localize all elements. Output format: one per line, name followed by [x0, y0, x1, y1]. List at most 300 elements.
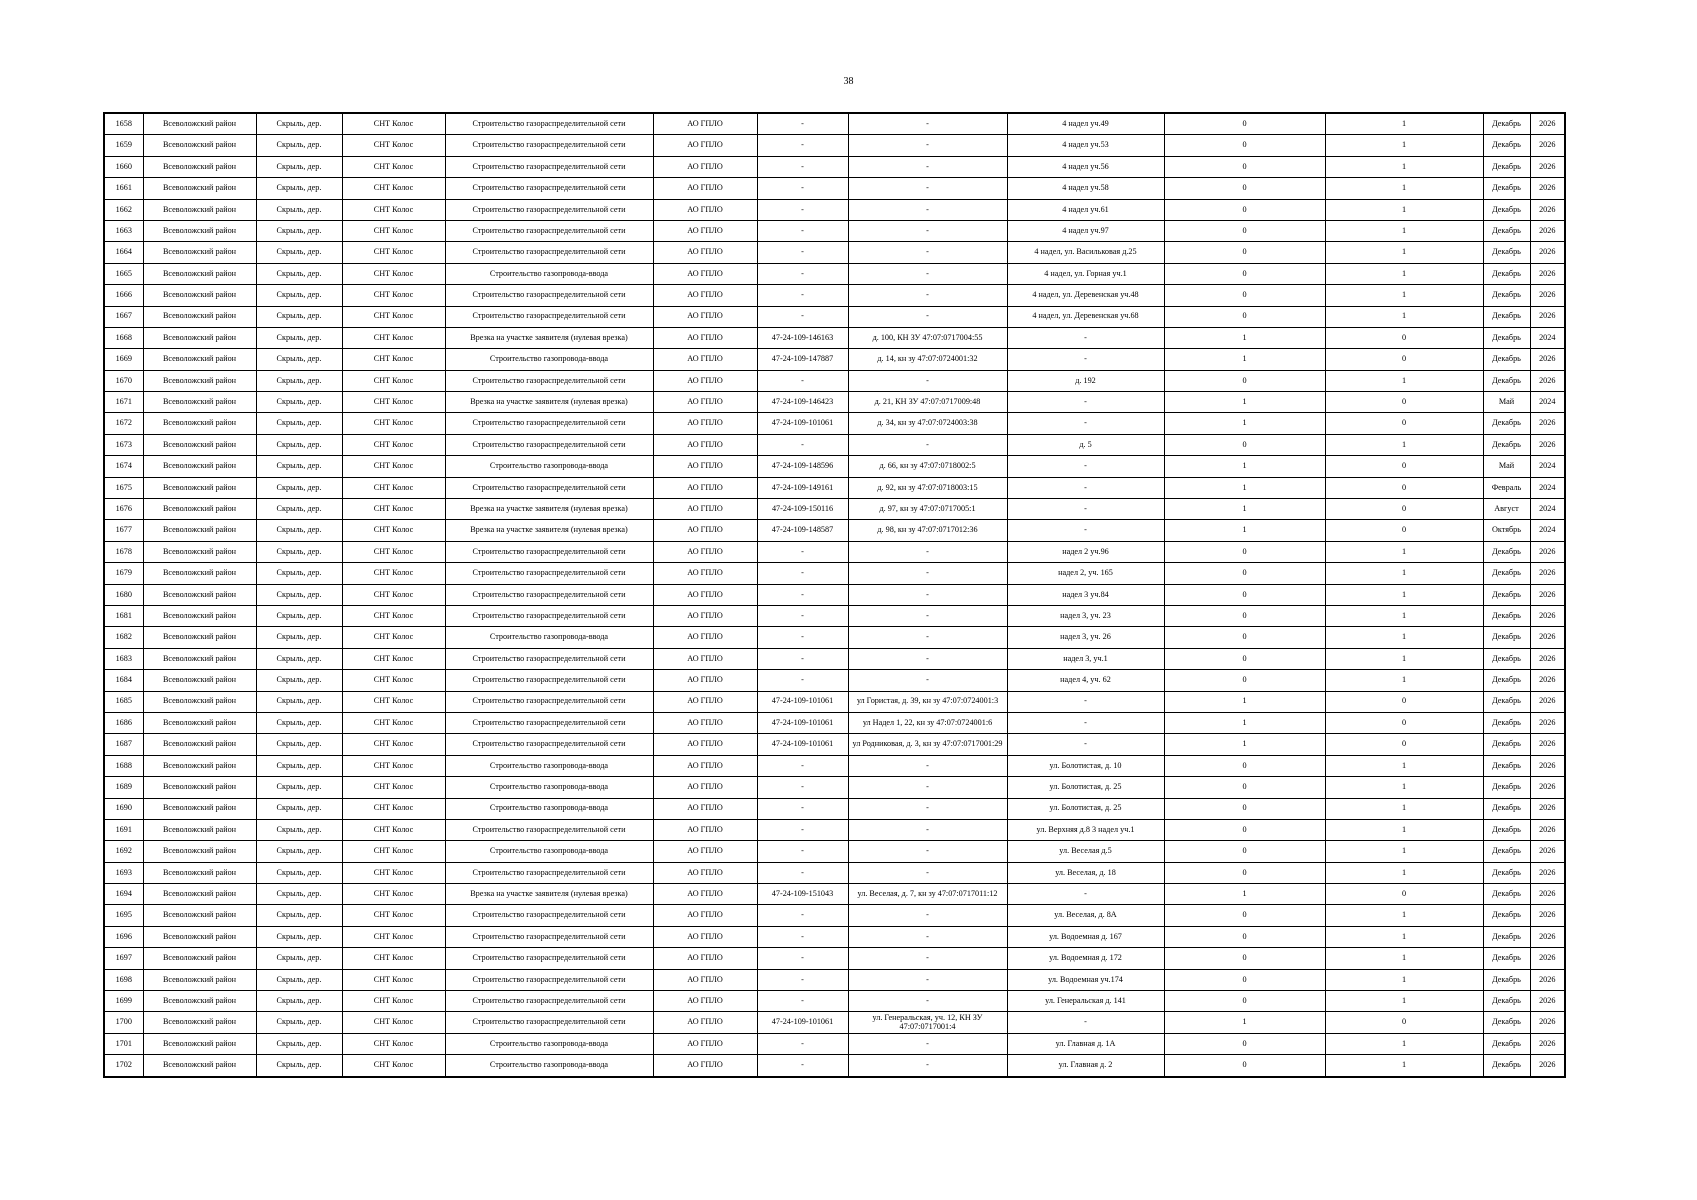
row-number: 1672	[104, 413, 143, 434]
plot-address-cell: д. 5	[1007, 434, 1164, 455]
row-number: 1658	[104, 113, 143, 135]
district-cell: Всеволожский район	[143, 456, 256, 477]
district-cell: Всеволожский район	[143, 991, 256, 1012]
cadastral-address-cell: -	[848, 926, 1007, 947]
table-row	[104, 242, 1565, 263]
row-number: 1678	[104, 541, 143, 562]
count-a-cell: 0	[1164, 1055, 1325, 1077]
month-cell: Декабрь	[1483, 862, 1530, 883]
plot-address-cell: надел 2, уч. 165	[1007, 563, 1164, 584]
table-row	[104, 605, 1565, 626]
year-cell: 2026	[1530, 135, 1565, 156]
district-cell: Всеволожский район	[143, 306, 256, 327]
registry-table	[103, 112, 1566, 1078]
cadastral-address-cell: д. 98, кн зу 47:07:0717012:36	[848, 520, 1007, 541]
row-number: 1697	[104, 948, 143, 969]
settlement-cell: Скрыль, дер.	[256, 520, 342, 541]
count-b-cell: 1	[1325, 948, 1483, 969]
cadastral-address-cell: -	[848, 434, 1007, 455]
work-type-cell: Строительство газораспределительной сети	[445, 220, 653, 241]
plot-address-cell: ул. Болотистая, д. 25	[1007, 798, 1164, 819]
year-cell: 2026	[1530, 755, 1565, 776]
count-a-cell: 0	[1164, 991, 1325, 1012]
application-number-cell: -	[757, 199, 848, 220]
count-b-cell: 1	[1325, 199, 1483, 220]
year-cell: 2026	[1530, 199, 1565, 220]
snt-cell: СНТ Колос	[342, 434, 445, 455]
plot-address-cell: -	[1007, 327, 1164, 348]
district-cell: Всеволожский район	[143, 605, 256, 626]
row-number: 1659	[104, 135, 143, 156]
cadastral-address-cell: -	[848, 306, 1007, 327]
application-number-cell: -	[757, 370, 848, 391]
organization-cell: АО ГПЛО	[653, 1055, 757, 1077]
snt-cell: СНТ Колос	[342, 755, 445, 776]
plot-address-cell: надел 3, уч.1	[1007, 648, 1164, 669]
district-cell: Всеволожский район	[143, 499, 256, 520]
month-cell: Декабрь	[1483, 563, 1530, 584]
row-number: 1681	[104, 605, 143, 626]
district-cell: Всеволожский район	[143, 156, 256, 177]
month-cell: Декабрь	[1483, 584, 1530, 605]
district-cell: Всеволожский район	[143, 969, 256, 990]
cadastral-address-cell: -	[848, 905, 1007, 926]
settlement-cell: Скрыль, дер.	[256, 755, 342, 776]
month-cell: Май	[1483, 392, 1530, 413]
work-type-cell: Строительство газопровода-ввода	[445, 627, 653, 648]
cadastral-address-cell: -	[848, 605, 1007, 626]
application-number-cell: -	[757, 541, 848, 562]
table-row	[104, 627, 1565, 648]
settlement-cell: Скрыль, дер.	[256, 349, 342, 370]
month-cell: Декабрь	[1483, 285, 1530, 306]
application-number-cell: -	[757, 563, 848, 584]
organization-cell: АО ГПЛО	[653, 884, 757, 905]
cadastral-address-cell: -	[848, 199, 1007, 220]
count-b-cell: 1	[1325, 627, 1483, 648]
plot-address-cell: ул. Генеральская д. 141	[1007, 991, 1164, 1012]
count-a-cell: 0	[1164, 584, 1325, 605]
plot-address-cell: -	[1007, 392, 1164, 413]
month-cell: Декабрь	[1483, 905, 1530, 926]
month-cell: Декабрь	[1483, 691, 1530, 712]
year-cell: 2026	[1530, 1055, 1565, 1077]
registry-table-body	[104, 113, 1565, 1077]
application-number-cell: -	[757, 841, 848, 862]
count-b-cell: 1	[1325, 819, 1483, 840]
organization-cell: АО ГПЛО	[653, 392, 757, 413]
count-b-cell: 1	[1325, 135, 1483, 156]
work-type-cell: Строительство газораспределительной сети	[445, 648, 653, 669]
district-cell: Всеволожский район	[143, 1012, 256, 1033]
month-cell: Декабрь	[1483, 734, 1530, 755]
snt-cell: СНТ Колос	[342, 969, 445, 990]
page-number: 38	[843, 76, 854, 87]
row-number: 1669	[104, 349, 143, 370]
month-cell: Декабрь	[1483, 220, 1530, 241]
row-number: 1668	[104, 327, 143, 348]
work-type-cell: Строительство газораспределительной сети	[445, 605, 653, 626]
table-row	[104, 648, 1565, 669]
count-a-cell: 0	[1164, 285, 1325, 306]
month-cell: Декабрь	[1483, 884, 1530, 905]
count-b-cell: 1	[1325, 798, 1483, 819]
application-number-cell: 47-24-109-147887	[757, 349, 848, 370]
application-number-cell: -	[757, 991, 848, 1012]
plot-address-cell: надел 3, уч. 26	[1007, 627, 1164, 648]
settlement-cell: Скрыль, дер.	[256, 798, 342, 819]
settlement-cell: Скрыль, дер.	[256, 135, 342, 156]
settlement-cell: Скрыль, дер.	[256, 413, 342, 434]
count-a-cell: 1	[1164, 712, 1325, 733]
cadastral-address-cell: ул. Генеральская, уч. 12, КН ЗУ 47:07:0717001:4	[848, 1012, 1007, 1033]
organization-cell: АО ГПЛО	[653, 584, 757, 605]
work-type-cell: Строительство газораспределительной сети	[445, 199, 653, 220]
work-type-cell: Строительство газораспределительной сети	[445, 969, 653, 990]
snt-cell: СНТ Колос	[342, 691, 445, 712]
count-a-cell: 1	[1164, 477, 1325, 498]
plot-address-cell: ул. Водоемная д. 167	[1007, 926, 1164, 947]
organization-cell: АО ГПЛО	[653, 755, 757, 776]
table-row	[104, 541, 1565, 562]
month-cell: Декабрь	[1483, 242, 1530, 263]
count-b-cell: 0	[1325, 392, 1483, 413]
snt-cell: СНТ Колос	[342, 135, 445, 156]
year-cell: 2026	[1530, 584, 1565, 605]
cadastral-address-cell: -	[848, 819, 1007, 840]
count-b-cell: 1	[1325, 370, 1483, 391]
settlement-cell: Скрыль, дер.	[256, 584, 342, 605]
application-number-cell: -	[757, 1055, 848, 1077]
count-b-cell: 1	[1325, 220, 1483, 241]
snt-cell: СНТ Колос	[342, 541, 445, 562]
row-number: 1679	[104, 563, 143, 584]
cadastral-address-cell: -	[848, 798, 1007, 819]
count-a-cell: 0	[1164, 648, 1325, 669]
application-number-cell: -	[757, 798, 848, 819]
table-row	[104, 563, 1565, 584]
snt-cell: СНТ Колос	[342, 734, 445, 755]
count-a-cell: 1	[1164, 349, 1325, 370]
organization-cell: АО ГПЛО	[653, 648, 757, 669]
snt-cell: СНТ Колос	[342, 627, 445, 648]
snt-cell: СНТ Колос	[342, 306, 445, 327]
work-type-cell: Строительство газораспределительной сети	[445, 563, 653, 584]
organization-cell: АО ГПЛО	[653, 948, 757, 969]
district-cell: Всеволожский район	[143, 520, 256, 541]
month-cell: Декабрь	[1483, 156, 1530, 177]
district-cell: Всеволожский район	[143, 905, 256, 926]
month-cell: Декабрь	[1483, 991, 1530, 1012]
month-cell: Декабрь	[1483, 841, 1530, 862]
row-number: 1673	[104, 434, 143, 455]
cadastral-address-cell: -	[848, 648, 1007, 669]
count-b-cell: 1	[1325, 541, 1483, 562]
organization-cell: АО ГПЛО	[653, 734, 757, 755]
cadastral-address-cell: -	[848, 156, 1007, 177]
cadastral-address-cell: -	[848, 113, 1007, 135]
year-cell: 2026	[1530, 113, 1565, 135]
organization-cell: АО ГПЛО	[653, 434, 757, 455]
snt-cell: СНТ Колос	[342, 862, 445, 883]
year-cell: 2026	[1530, 370, 1565, 391]
count-b-cell: 1	[1325, 285, 1483, 306]
month-cell: Декабрь	[1483, 306, 1530, 327]
work-type-cell: Строительство газораспределительной сети	[445, 926, 653, 947]
plot-address-cell: 4 надел уч.97	[1007, 220, 1164, 241]
snt-cell: СНТ Колос	[342, 456, 445, 477]
snt-cell: СНТ Колос	[342, 392, 445, 413]
district-cell: Всеволожский район	[143, 199, 256, 220]
organization-cell: АО ГПЛО	[653, 327, 757, 348]
count-a-cell: 0	[1164, 370, 1325, 391]
count-a-cell: 0	[1164, 926, 1325, 947]
table-row	[104, 670, 1565, 691]
snt-cell: СНТ Колос	[342, 1012, 445, 1033]
district-cell: Всеволожский район	[143, 884, 256, 905]
organization-cell: АО ГПЛО	[653, 605, 757, 626]
district-cell: Всеволожский район	[143, 712, 256, 733]
table-row	[104, 285, 1565, 306]
table-row	[104, 798, 1565, 819]
count-a-cell: 0	[1164, 199, 1325, 220]
work-type-cell: Строительство газопровода-ввода	[445, 349, 653, 370]
settlement-cell: Скрыль, дер.	[256, 734, 342, 755]
settlement-cell: Скрыль, дер.	[256, 605, 342, 626]
work-type-cell: Строительство газораспределительной сети	[445, 1012, 653, 1033]
table-row	[104, 1055, 1565, 1077]
organization-cell: АО ГПЛО	[653, 349, 757, 370]
table-row	[104, 220, 1565, 241]
work-type-cell: Врезка на участке заявителя (нулевая врезка)	[445, 520, 653, 541]
work-type-cell: Строительство газораспределительной сети	[445, 370, 653, 391]
count-b-cell: 0	[1325, 327, 1483, 348]
cadastral-address-cell: -	[848, 263, 1007, 284]
row-number: 1674	[104, 456, 143, 477]
count-b-cell: 1	[1325, 584, 1483, 605]
table-row	[104, 113, 1565, 135]
settlement-cell: Скрыль, дер.	[256, 627, 342, 648]
count-b-cell: 1	[1325, 306, 1483, 327]
count-b-cell: 0	[1325, 520, 1483, 541]
cadastral-address-cell: -	[848, 627, 1007, 648]
month-cell: Октябрь	[1483, 520, 1530, 541]
row-number: 1670	[104, 370, 143, 391]
application-number-cell: -	[757, 584, 848, 605]
settlement-cell: Скрыль, дер.	[256, 862, 342, 883]
work-type-cell: Строительство газопровода-ввода	[445, 456, 653, 477]
application-number-cell: 47-24-109-101061	[757, 1012, 848, 1033]
snt-cell: СНТ Колос	[342, 712, 445, 733]
application-number-cell: -	[757, 242, 848, 263]
settlement-cell: Скрыль, дер.	[256, 777, 342, 798]
count-b-cell: 1	[1325, 969, 1483, 990]
application-number-cell: -	[757, 285, 848, 306]
cadastral-address-cell: -	[848, 1033, 1007, 1054]
application-number-cell: 47-24-109-151043	[757, 884, 848, 905]
plot-address-cell: 4 надел, ул. Васильковая д.25	[1007, 242, 1164, 263]
settlement-cell: Скрыль, дер.	[256, 392, 342, 413]
snt-cell: СНТ Колос	[342, 670, 445, 691]
row-number: 1689	[104, 777, 143, 798]
year-cell: 2026	[1530, 1012, 1565, 1033]
snt-cell: СНТ Колос	[342, 1033, 445, 1054]
cadastral-address-cell: ул Гористая, д. 39, кн зу 47:07:0724001:3	[848, 691, 1007, 712]
count-b-cell: 1	[1325, 563, 1483, 584]
year-cell: 2026	[1530, 884, 1565, 905]
application-number-cell: -	[757, 113, 848, 135]
work-type-cell: Строительство газораспределительной сети	[445, 113, 653, 135]
settlement-cell: Скрыль, дер.	[256, 434, 342, 455]
snt-cell: СНТ Колос	[342, 777, 445, 798]
year-cell: 2026	[1530, 905, 1565, 926]
application-number-cell: -	[757, 178, 848, 199]
table-row	[104, 499, 1565, 520]
settlement-cell: Скрыль, дер.	[256, 242, 342, 263]
cadastral-address-cell: -	[848, 541, 1007, 562]
year-cell: 2024	[1530, 499, 1565, 520]
snt-cell: СНТ Колос	[342, 156, 445, 177]
application-number-cell: -	[757, 862, 848, 883]
district-cell: Всеволожский район	[143, 819, 256, 840]
table-row	[104, 841, 1565, 862]
application-number-cell: -	[757, 627, 848, 648]
row-number: 1695	[104, 905, 143, 926]
work-type-cell: Врезка на участке заявителя (нулевая врезка)	[445, 392, 653, 413]
table-row	[104, 477, 1565, 498]
row-number: 1702	[104, 1055, 143, 1077]
snt-cell: СНТ Колос	[342, 584, 445, 605]
settlement-cell: Скрыль, дер.	[256, 199, 342, 220]
plot-address-cell: ул. Болотистая, д. 25	[1007, 777, 1164, 798]
settlement-cell: Скрыль, дер.	[256, 819, 342, 840]
row-number: 1687	[104, 734, 143, 755]
row-number: 1682	[104, 627, 143, 648]
application-number-cell: -	[757, 263, 848, 284]
cadastral-address-cell: -	[848, 285, 1007, 306]
snt-cell: СНТ Колос	[342, 991, 445, 1012]
district-cell: Всеволожский район	[143, 627, 256, 648]
organization-cell: АО ГПЛО	[653, 178, 757, 199]
work-type-cell: Строительство газопровода-ввода	[445, 1033, 653, 1054]
count-b-cell: 1	[1325, 926, 1483, 947]
plot-address-cell: надел 4, уч. 62	[1007, 670, 1164, 691]
work-type-cell: Врезка на участке заявителя (нулевая врезка)	[445, 499, 653, 520]
row-number: 1660	[104, 156, 143, 177]
organization-cell: АО ГПЛО	[653, 627, 757, 648]
year-cell: 2026	[1530, 627, 1565, 648]
work-type-cell: Строительство газопровода-ввода	[445, 263, 653, 284]
snt-cell: СНТ Колос	[342, 263, 445, 284]
district-cell: Всеволожский район	[143, 926, 256, 947]
snt-cell: СНТ Колос	[342, 1055, 445, 1077]
cadastral-address-cell: ул Надел 1, 22, кн зу 47:07:0724001:6	[848, 712, 1007, 733]
plot-address-cell: -	[1007, 712, 1164, 733]
application-number-cell: -	[757, 948, 848, 969]
month-cell: Декабрь	[1483, 670, 1530, 691]
cadastral-address-cell: ул Родниковая, д. 3, кн зу 47:07:0717001:29	[848, 734, 1007, 755]
count-b-cell: 1	[1325, 263, 1483, 284]
month-cell: Декабрь	[1483, 926, 1530, 947]
settlement-cell: Скрыль, дер.	[256, 1033, 342, 1054]
plot-address-cell: надел 3, уч. 23	[1007, 605, 1164, 626]
row-number: 1676	[104, 499, 143, 520]
count-b-cell: 0	[1325, 477, 1483, 498]
settlement-cell: Скрыль, дер.	[256, 670, 342, 691]
organization-cell: АО ГПЛО	[653, 285, 757, 306]
table-row	[104, 413, 1565, 434]
work-type-cell: Строительство газопровода-ввода	[445, 841, 653, 862]
count-a-cell: 1	[1164, 1012, 1325, 1033]
row-number: 1680	[104, 584, 143, 605]
organization-cell: АО ГПЛО	[653, 563, 757, 584]
settlement-cell: Скрыль, дер.	[256, 499, 342, 520]
year-cell: 2024	[1530, 392, 1565, 413]
year-cell: 2026	[1530, 349, 1565, 370]
plot-address-cell: -	[1007, 734, 1164, 755]
cadastral-address-cell: -	[848, 948, 1007, 969]
row-number: 1693	[104, 862, 143, 883]
count-b-cell: 1	[1325, 434, 1483, 455]
plot-address-cell: -	[1007, 456, 1164, 477]
district-cell: Всеволожский район	[143, 862, 256, 883]
table-row	[104, 926, 1565, 947]
application-number-cell: -	[757, 755, 848, 776]
district-cell: Всеволожский район	[143, 113, 256, 135]
settlement-cell: Скрыль, дер.	[256, 905, 342, 926]
count-a-cell: 0	[1164, 841, 1325, 862]
month-cell: Декабрь	[1483, 135, 1530, 156]
cadastral-address-cell: -	[848, 862, 1007, 883]
snt-cell: СНТ Колос	[342, 220, 445, 241]
row-number: 1694	[104, 884, 143, 905]
work-type-cell: Строительство газораспределительной сети	[445, 991, 653, 1012]
snt-cell: СНТ Колос	[342, 499, 445, 520]
organization-cell: АО ГПЛО	[653, 670, 757, 691]
work-type-cell: Строительство газораспределительной сети	[445, 819, 653, 840]
count-b-cell: 1	[1325, 178, 1483, 199]
application-number-cell: 47-24-109-148587	[757, 520, 848, 541]
table-row	[104, 306, 1565, 327]
cadastral-address-cell: -	[848, 670, 1007, 691]
count-b-cell: 1	[1325, 1055, 1483, 1077]
plot-address-cell: ул. Водоемная д. 172	[1007, 948, 1164, 969]
snt-cell: СНТ Колос	[342, 370, 445, 391]
cadastral-address-cell: д. 34, кн зу 47:07:0724003:38	[848, 413, 1007, 434]
cadastral-address-cell: -	[848, 969, 1007, 990]
settlement-cell: Скрыль, дер.	[256, 220, 342, 241]
plot-address-cell: -	[1007, 884, 1164, 905]
year-cell: 2026	[1530, 734, 1565, 755]
work-type-cell: Строительство газопровода-ввода	[445, 777, 653, 798]
snt-cell: СНТ Колос	[342, 285, 445, 306]
row-number: 1677	[104, 520, 143, 541]
settlement-cell: Скрыль, дер.	[256, 156, 342, 177]
row-number: 1664	[104, 242, 143, 263]
year-cell: 2026	[1530, 563, 1565, 584]
organization-cell: АО ГПЛО	[653, 135, 757, 156]
table-row	[104, 584, 1565, 605]
count-b-cell: 1	[1325, 777, 1483, 798]
row-number: 1671	[104, 392, 143, 413]
work-type-cell: Строительство газораспределительной сети	[445, 734, 653, 755]
plot-address-cell: д. 192	[1007, 370, 1164, 391]
count-b-cell: 1	[1325, 905, 1483, 926]
work-type-cell: Строительство газораспределительной сети	[445, 285, 653, 306]
application-number-cell: 47-24-109-146423	[757, 392, 848, 413]
cadastral-address-cell: -	[848, 1055, 1007, 1077]
settlement-cell: Скрыль, дер.	[256, 648, 342, 669]
